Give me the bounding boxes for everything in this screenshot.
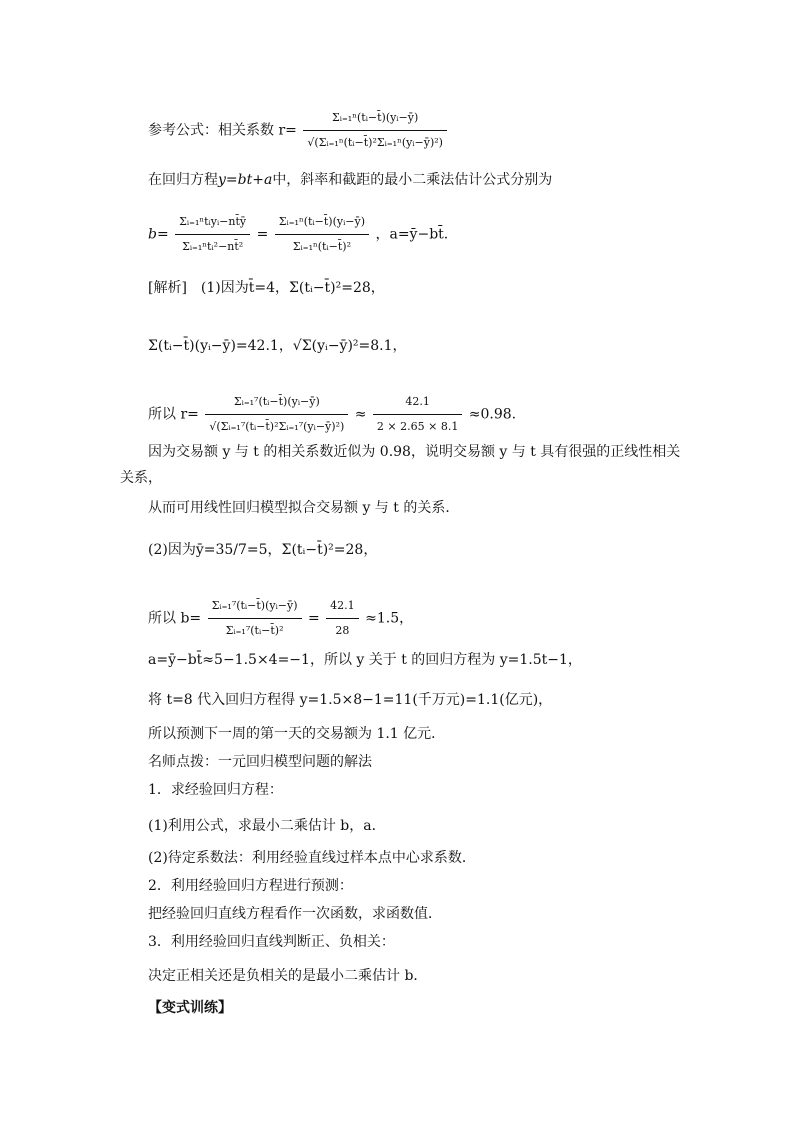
fraction-numerator: Σᵢ₌₁⁷(tᵢ−t̄)(yᵢ−ȳ) (205, 392, 348, 415)
fraction-denominator: 28 (335, 624, 350, 637)
text: 中，斜率和截距的最小二乘法估计公式分别为 (272, 172, 553, 188)
numeric-fraction (373, 392, 462, 437)
fraction-numerator: Σᵢ₌₁ⁿtᵢyᵢ−nt̄ȳ (175, 212, 250, 235)
tip-heading: 名师点拨：一元回归模型问题的解法 (148, 754, 372, 770)
solution-part1-line: [解析] (1)因为t̄=4，Σ(tᵢ−t̄)²=28， (148, 280, 385, 296)
fraction-numerator: Σᵢ₌₁⁷(tᵢ−t̄)(yᵢ−ȳ) (208, 596, 302, 619)
fraction-denominator: √(Σᵢ₌₁⁷(tᵢ−t̄)²Σᵢ₌₁⁷(yᵢ−ȳ)²) (209, 420, 345, 433)
correlation-fraction (303, 108, 447, 153)
least-squares-formula-line (148, 212, 448, 257)
approx-sign: ≈ (354, 406, 367, 423)
paragraph-line: 从而可用线性回归模型拟合交易额 y 与 t 的关系． (148, 500, 460, 516)
tip-item-2-text: 把经验回归直线方程看作一次函数，求函数值． (148, 906, 442, 922)
fraction-numerator: 42.1 (326, 596, 359, 619)
correlation-calc-line (148, 392, 516, 437)
equals-sign: = (256, 226, 269, 243)
tip-item-2: 2．利用经验回归方程进行预测： (148, 878, 353, 894)
fraction-denominator: Σᵢ₌₁ⁿ(tᵢ−t̄)² (292, 240, 352, 253)
tip-item-1: 1．求经验回归方程： (148, 782, 283, 798)
regression-eq-line (148, 170, 552, 190)
slope-calc-line (148, 596, 413, 641)
tip-item-3: 3．利用经验回归直线判断正、负相关： (148, 934, 395, 950)
fraction-numerator: Σᵢ₌₁ⁿ(tᵢ−t̄)(yᵢ−ȳ) (275, 212, 369, 235)
solution-sums-line: Σ(tᵢ−t̄)(yᵢ−ȳ)=42.1，√Σ(yᵢ−ȳ)²=8.1， (148, 338, 407, 354)
intercept-line: a=ȳ−bt̄≈5−1.5×4=−1，所以 y 关于 t 的回归方程为 y=1.5t−1， (148, 652, 582, 668)
conclusion-line: 所以预测下一周的第一天的交易额为 1.1 亿元． (148, 726, 446, 742)
fraction-denominator: Σᵢ₌₁⁷(tᵢ−t̄)² (225, 624, 284, 637)
solution-part2-line: (2)因为ȳ=35/7=5，Σ(tᵢ−t̄)²=28， (148, 542, 378, 558)
fraction-denominator: √(Σᵢ₌₁ⁿ(tᵢ−t̄)²Σᵢ₌₁ⁿ(yᵢ−ȳ)²) (307, 136, 443, 149)
reference-formula-line (148, 108, 449, 153)
lsq-fraction-2 (275, 212, 369, 257)
correlation-fraction-7 (205, 392, 348, 437)
b-hat-label: b= (148, 226, 169, 243)
numeric-fraction (326, 596, 359, 641)
regression-equation: y=bt+a (218, 172, 273, 188)
fraction-denominator: 2 × 2.65 × 8.1 (376, 420, 459, 433)
equals-sign: = (307, 610, 320, 627)
tip-item-1-1: (1)利用公式，求最小二乘估计 b，a． (148, 818, 386, 834)
section-heading: 【变式训练】 (148, 1000, 232, 1016)
text: 在回归方程 (148, 172, 218, 188)
fraction-numerator: 42.1 (373, 392, 462, 415)
result: ≈1.5， (365, 610, 414, 627)
fraction-denominator: Σᵢ₌₁ⁿtᵢ²−nt̄² (182, 240, 244, 253)
tip-item-3-text: 决定正相关还是负相关的是最小二乘估计 b． (148, 968, 428, 984)
slope-fraction (208, 596, 302, 641)
paragraph-line: 关系， (120, 470, 162, 486)
text: 所以 b= (148, 610, 202, 627)
fraction-numerator: Σᵢ₌₁ⁿ(tᵢ−t̄)(yᵢ−ȳ) (303, 108, 447, 131)
a-hat-formula: ，a=ȳ−bt̄. (375, 226, 449, 243)
lsq-fraction-1 (175, 212, 250, 257)
tip-item-1-2: (2)待定系数法：利用经验直线过样本点中心求系数． (148, 850, 476, 866)
paragraph-line: 因为交易额 y 与 t 的相关系数近似为 0.98，说明交易额 y 与 t 具有很强的正线性相关 (148, 444, 681, 460)
result: ≈0.98. (468, 406, 517, 423)
prediction-line: 将 t=8 代入回归方程得 y=1.5×8−1=11(千万元)=1.1(亿元)， (148, 692, 553, 708)
formula-label: 参考公式：相关系数 r= (148, 122, 297, 139)
text: 所以 r= (148, 406, 199, 423)
